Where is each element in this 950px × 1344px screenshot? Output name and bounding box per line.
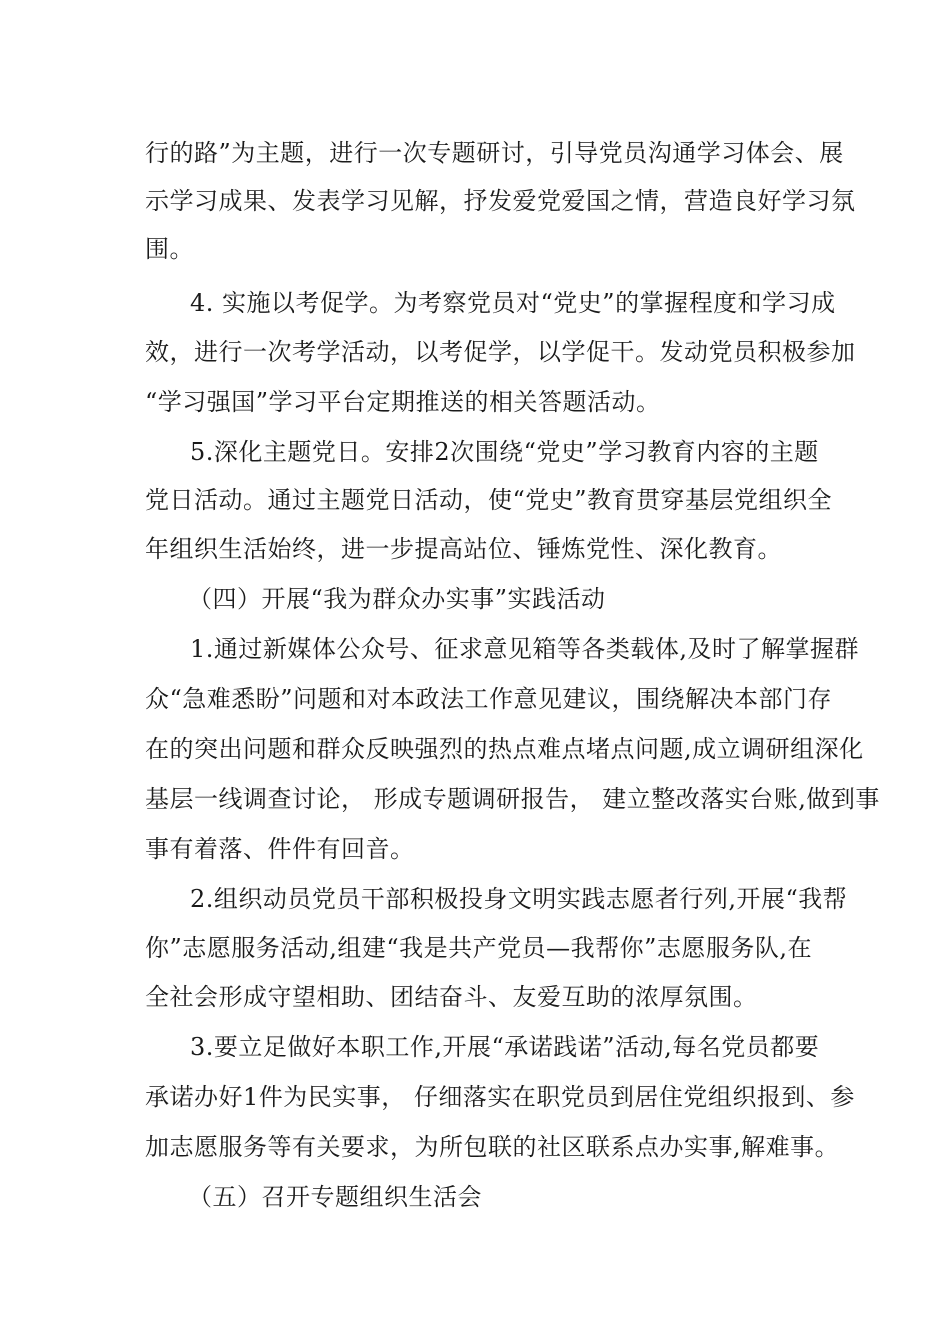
section-heading: （五）召开专题组织生活会: [188, 1183, 482, 1211]
section-heading: （四）开展“我为群众办实事”实践活动: [188, 585, 606, 613]
text-line: 3.要立足做好本职工作,开展“承诺践诺”活动,每名党员都要: [190, 1033, 820, 1061]
text-line: 2.组织动员党员干部积极投身文明实践志愿者行列,开展“我帮: [190, 885, 848, 913]
text-line: 众“急难悉盼”问题和对本政法工作意见建议，围绕解决本部门存: [145, 685, 833, 713]
text-line: 5.深化主题党日。安排2次围绕“党史”学习教育内容的主题: [190, 438, 819, 466]
text-line: 党日活动。通过主题党日活动，使“党史”教育贯穿基层党组织全: [145, 486, 833, 514]
text-line: 你”志愿服务活动,组建“我是共产党员—我帮你”志愿服务队,在: [145, 934, 813, 962]
text-line: 基层一线调查讨论， 形成专题调研报告， 建立整改落实台账,做到事: [145, 785, 880, 813]
text-line: 行的路”为主题，进行一次专题研讨，引导党员沟通学习体会、展: [145, 139, 844, 167]
text-line: 示学习成果、发表学习见解，抒发爱党爱国之情，营造良好学习氛: [145, 187, 856, 215]
text-line: 围。: [145, 235, 194, 263]
text-line: 事有着落、件件有回音。: [145, 835, 415, 863]
text-line: 承诺办好1件为民实事， 仔细落实在职党员到居住党组织报到、参: [145, 1083, 855, 1111]
text-line: 年组织生活始终，进一步提高站位、锤炼党性、深化教育。: [145, 535, 782, 563]
text-line: 效，进行一次考学活动，以考促学，以学促干。发动党员积极参加: [145, 338, 856, 366]
text-line: 1.通过新媒体公众号、征求意见箱等各类载体,及时了解掌握群: [190, 635, 860, 663]
text-line: “学习强国”学习平台定期推送的相关答题活动。: [145, 388, 661, 416]
text-line: 4. 实施以考促学。为考察党员对“党史”的掌握程度和学习成: [190, 289, 836, 317]
text-line: 加志愿服务等有关要求，为所包联的社区联系点办实事,解难事。: [145, 1133, 840, 1161]
text-line: 在的突出问题和群众反映强烈的热点难点堵点问题,成立调研组深化: [145, 735, 864, 763]
text-line: 全社会形成守望相助、团结奋斗、友爱互助的浓厚氛围。: [145, 983, 758, 1011]
